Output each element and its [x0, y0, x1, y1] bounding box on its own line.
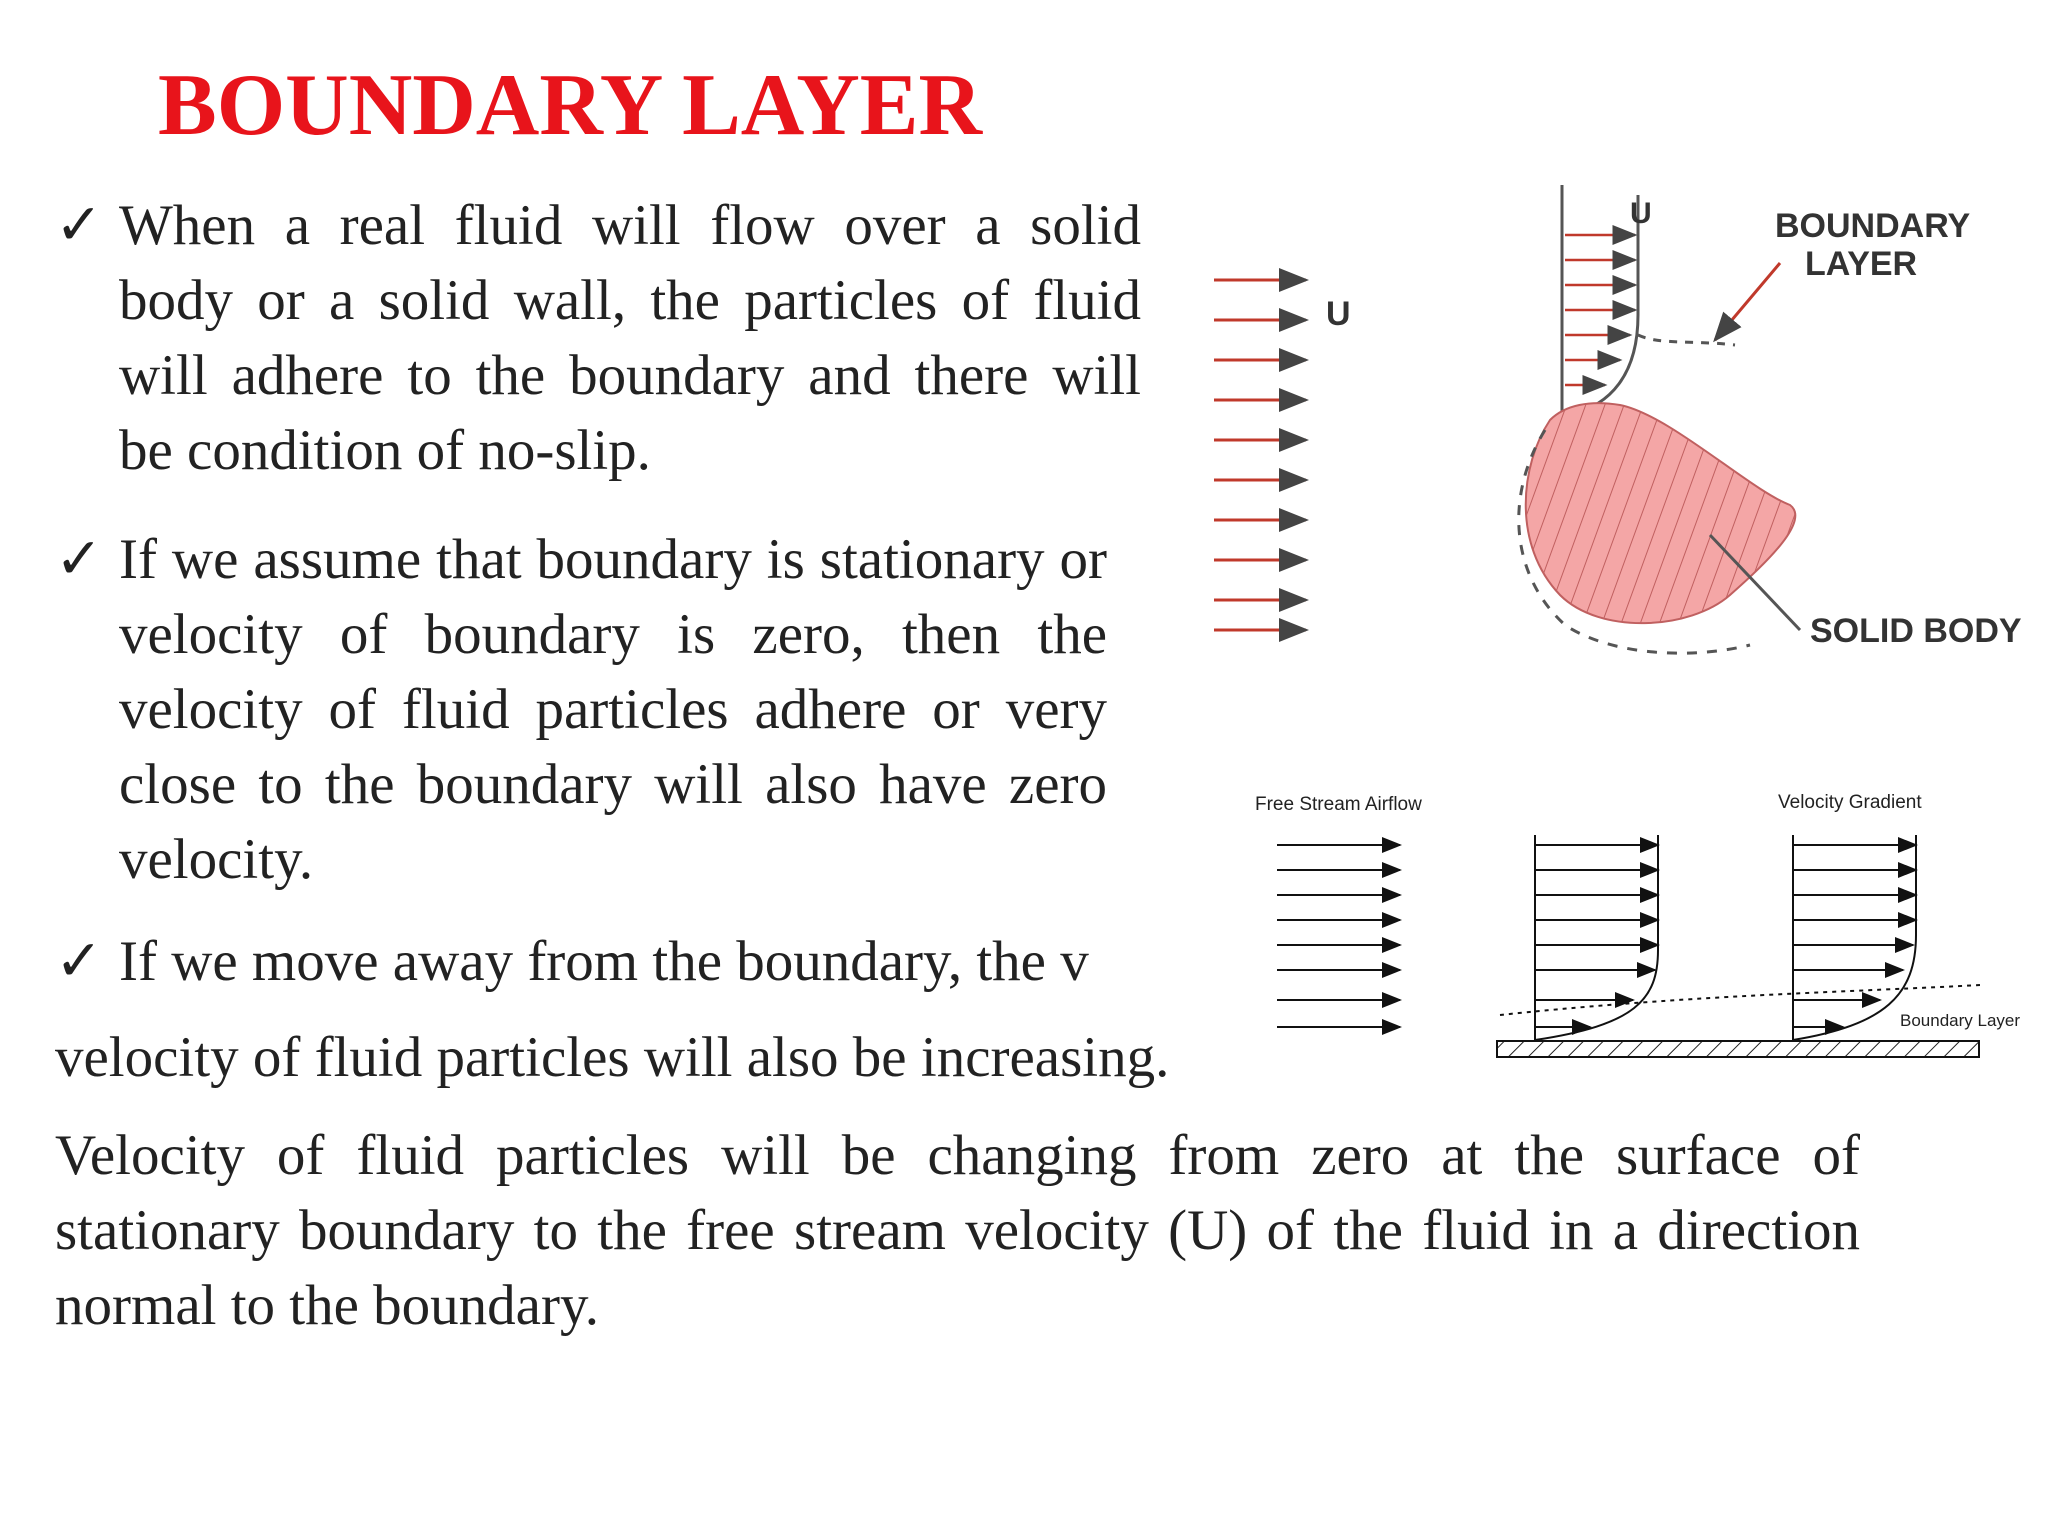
- bullet-point-2: [55, 522, 1107, 897]
- bullet-text: If we assume that boundary is stationary or velocity of boundary is zero, then the velocity of fluid particles adhere or very close to the boundary will also have zero velocity.: [119, 528, 1107, 891]
- bullet-point-3: [55, 924, 1295, 999]
- free-stream-u-label: U: [1326, 295, 1351, 333]
- bullet-point-1: [55, 188, 1141, 488]
- free-stream-label: Free Stream Airflow: [1255, 794, 1422, 815]
- boundary-layer-solid-body-diagram: [1190, 175, 2022, 675]
- checkmark-icon: ✓: [55, 194, 103, 257]
- bullet-text: If we move away from the boundary, the v: [119, 930, 1089, 993]
- boundary-layer-label: Boundary Layer: [1900, 1011, 2021, 1030]
- free-stream-profile: [1277, 845, 1400, 1027]
- solid-body-label: SOLID BODY: [1810, 612, 2022, 650]
- velocity-gradient-label: Velocity Gradient: [1778, 792, 1922, 813]
- flat-plate: [1497, 1041, 1979, 1057]
- free-stream-arrows: [1214, 280, 1306, 630]
- velocity-profile-2: [1793, 835, 1916, 1040]
- velocity-profile-1: [1535, 835, 1658, 1040]
- boundary-layer-pointer: [1715, 263, 1780, 340]
- profile-u-label: U: [1630, 197, 1652, 230]
- checkmark-icon: ✓: [55, 528, 103, 591]
- boundary-label-line1: BOUNDARY: [1775, 207, 1971, 245]
- solid-body-shape: [1526, 403, 1796, 623]
- paragraph-summary: Velocity of fluid particles will be changing from zero at the surface of stationary boundary to the free stream velocity (U) of the fluid in a direction normal to the boundary.: [55, 1124, 1860, 1337]
- boundary-label-line2: LAYER: [1805, 245, 1918, 283]
- checkmark-icon: ✓: [55, 930, 103, 993]
- boundary-layer-flat-plate-diagram: [1245, 785, 2035, 1075]
- page-title: BOUNDARY LAYER: [158, 57, 983, 154]
- bullet-text: When a real fluid will flow over a solid body or a solid wall, the particles of fluid will adhere to the boundary and there will be condition of no-slip.: [119, 194, 1141, 482]
- paragraph-continuation: velocity of fluid particles will also be increasing.: [55, 1026, 1170, 1089]
